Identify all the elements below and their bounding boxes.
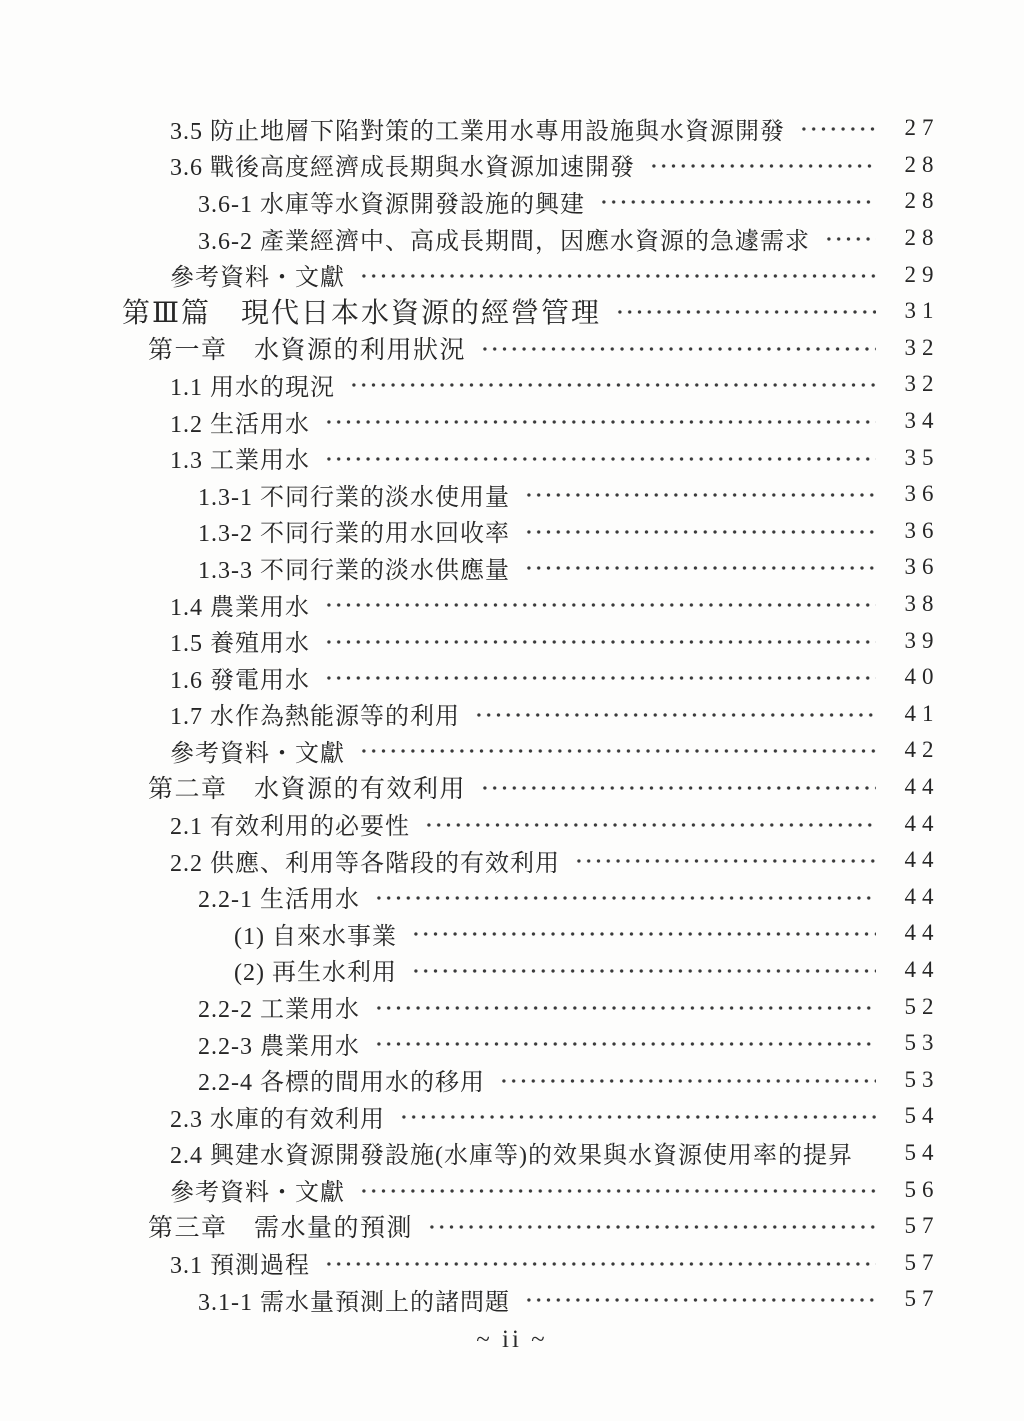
entry-page-number: 36: [904, 481, 940, 507]
entry-page-number: 53: [904, 1066, 940, 1092]
folio-page-number: ~ ii ~: [476, 1326, 548, 1353]
entry-page-number: 34: [904, 408, 940, 434]
dot-leader: [524, 529, 876, 535]
entry-page-number: 44: [904, 810, 940, 836]
entry-title: 3.6 戰後高度經濟成長期與水資源加速開發: [170, 155, 635, 182]
toc-entry: [198, 513, 946, 550]
toc-entry: [198, 476, 946, 513]
toc-entry: [148, 1208, 946, 1245]
entry-page-number: 44: [904, 773, 940, 799]
entry-title: 3.6-2 產業經濟中、高成長期間，因應水資源的急遽需求: [198, 228, 810, 255]
dot-leader: [799, 126, 876, 132]
entry-page-number: 52: [904, 993, 940, 1019]
entry-title: 1.3-2 不同行業的用水回收率: [198, 521, 510, 548]
toc-entry: [198, 549, 946, 586]
entry-page-number: 56: [904, 1176, 940, 1202]
dot-leader: [324, 639, 876, 645]
toc-entry: [170, 622, 946, 659]
dot-leader: [324, 675, 876, 681]
toc-entry: [198, 1281, 946, 1318]
toc-entry: [170, 1171, 946, 1208]
dot-leader: [374, 895, 876, 901]
toc-entry: [170, 439, 946, 476]
dot-leader: [649, 163, 876, 169]
entry-page-number: 28: [904, 188, 940, 214]
entry-title: 參考資料・文獻: [170, 1180, 345, 1207]
toc-entry: [198, 183, 946, 220]
toc-entry: [170, 805, 946, 842]
toc-entry: [170, 1098, 946, 1135]
dot-leader: [599, 199, 876, 205]
entry-title: 2.1 有效利用的必要性: [170, 814, 410, 841]
dot-leader: [324, 456, 876, 462]
toc-entry: [170, 147, 946, 184]
entry-title: 3.1-1 需水量預測上的諸問題: [198, 1289, 510, 1316]
entry-page-number: 57: [904, 1213, 940, 1239]
entry-title: 2.2-4 各標的間用水的移用: [198, 1070, 485, 1097]
dot-leader: [349, 382, 876, 388]
entry-title: 1.6 發電用水: [170, 667, 310, 694]
entry-page-number: 32: [904, 334, 940, 360]
dot-leader: [480, 785, 876, 791]
entry-page-number: 53: [904, 1030, 940, 1056]
entry-page-number: 44: [904, 847, 940, 873]
entry-page-number: 54: [904, 1139, 940, 1165]
entry-page-number: 27: [904, 115, 940, 141]
toc-entry: [198, 1025, 946, 1062]
toc-entry: [170, 696, 946, 733]
entry-page-number: 31: [904, 298, 940, 324]
toc-entry: [170, 110, 946, 147]
entry-title: 1.4 農業用水: [170, 594, 310, 621]
toc-entry: [170, 732, 946, 769]
entry-page-number: 35: [904, 444, 940, 470]
dot-leader: [374, 1005, 876, 1011]
entry-title: (2) 再生水利用: [234, 960, 397, 987]
entry-page-number: 44: [904, 883, 940, 909]
dot-leader: [324, 419, 876, 425]
entry-title: 1.7 水作為熱能源等的利用: [170, 704, 460, 731]
entry-page-number: 54: [904, 1103, 940, 1129]
toc-entry: [170, 1244, 946, 1281]
entry-page-number: 38: [904, 591, 940, 617]
dot-leader: [424, 822, 876, 828]
toc-entry: [148, 330, 946, 367]
page-footer: [0, 1326, 1024, 1354]
dot-leader: [615, 309, 876, 315]
entry-title: 2.2 供應、利用等各階段的有效利用: [170, 850, 560, 877]
dot-leader: [474, 712, 876, 718]
toc-entry: [170, 842, 946, 879]
toc-entry: [170, 403, 946, 440]
dot-leader: [480, 346, 876, 352]
entry-title: 1.3-1 不同行業的淡水使用量: [198, 484, 510, 511]
toc-entry: [170, 1135, 946, 1172]
entry-title: 2.3 水庫的有效利用: [170, 1106, 385, 1133]
entry-title: 2.4 興建水資源開發設施(水庫等)的效果與水資源使用率的提昇: [170, 1143, 853, 1170]
toc-entry: [170, 366, 946, 403]
entry-page-number: 57: [904, 1249, 940, 1275]
entry-page-number: 41: [904, 700, 940, 726]
entry-title: 第Ⅲ篇 現代日本水資源的經營管理: [122, 298, 602, 330]
entry-title: 1.5 養殖用水: [170, 631, 310, 658]
dot-leader: [524, 492, 876, 498]
dot-leader: [324, 602, 876, 608]
dot-leader: [824, 236, 876, 242]
dot-leader: [399, 1114, 876, 1120]
toc-entry: [170, 659, 946, 696]
dot-leader: [524, 1297, 876, 1303]
dot-leader: [574, 858, 876, 864]
entry-title: 1.3-3 不同行業的淡水供應量: [198, 557, 510, 584]
dot-leader: [324, 1261, 876, 1267]
entry-page-number: 36: [904, 517, 940, 543]
entry-page-number: 36: [904, 554, 940, 580]
entry-title: 第一章 水資源的利用狀況: [148, 336, 467, 364]
dot-leader: [359, 748, 876, 754]
dot-leader: [374, 1041, 876, 1047]
toc-entry: [148, 769, 946, 806]
entry-title: 3.5 防止地層下陷對策的工業用水專用設施與水資源開發: [170, 118, 785, 145]
dot-leader: [524, 565, 876, 571]
toc-list: [122, 110, 946, 1318]
entry-page-number: 39: [904, 627, 940, 653]
toc-entry: [198, 1061, 946, 1098]
entry-page-number: 44: [904, 920, 940, 946]
entry-page-number: 32: [904, 371, 940, 397]
dot-leader: [359, 273, 876, 279]
entry-page-number: 28: [904, 151, 940, 177]
entry-title: 2.2-2 工業用水: [198, 997, 360, 1024]
toc-entry: [198, 878, 946, 915]
entry-title: 1.1 用水的現況: [170, 374, 335, 401]
entry-title: 2.2-3 農業用水: [198, 1033, 360, 1060]
dot-leader: [867, 1151, 876, 1157]
entry-title: 第三章 需水量的預測: [148, 1215, 414, 1243]
entry-title: 第二章 水資源的有效利用: [148, 775, 467, 803]
dot-leader: [427, 1224, 876, 1230]
entry-title: 參考資料・文獻: [170, 265, 345, 292]
toc-entry: [234, 952, 946, 989]
entry-page-number: 42: [904, 737, 940, 763]
entry-title: 參考資料・文獻: [170, 740, 345, 767]
dot-leader: [359, 1188, 876, 1194]
entry-page-number: 40: [904, 664, 940, 690]
entry-title: 1.3 工業用水: [170, 448, 310, 475]
toc-entry: [122, 293, 946, 330]
dot-leader: [411, 968, 876, 974]
toc-entry: [170, 586, 946, 623]
toc-entry: [198, 988, 946, 1025]
dot-leader: [411, 931, 876, 937]
entry-title: 2.2-1 生活用水: [198, 887, 360, 914]
entry-title: 3.6-1 水庫等水資源開發設施的興建: [198, 191, 585, 218]
entry-title: 3.1 預測過程: [170, 1253, 310, 1280]
entry-title: 1.2 生活用水: [170, 411, 310, 438]
entry-page-number: 57: [904, 1286, 940, 1312]
entry-title: (1) 自來水事業: [234, 923, 397, 950]
entry-page-number: 29: [904, 261, 940, 287]
dot-leader: [499, 1078, 876, 1084]
entry-page-number: 28: [904, 225, 940, 251]
toc-entry: [198, 220, 946, 257]
toc-entry: [170, 256, 946, 293]
entry-page-number: 44: [904, 956, 940, 982]
toc-entry: [234, 915, 946, 952]
